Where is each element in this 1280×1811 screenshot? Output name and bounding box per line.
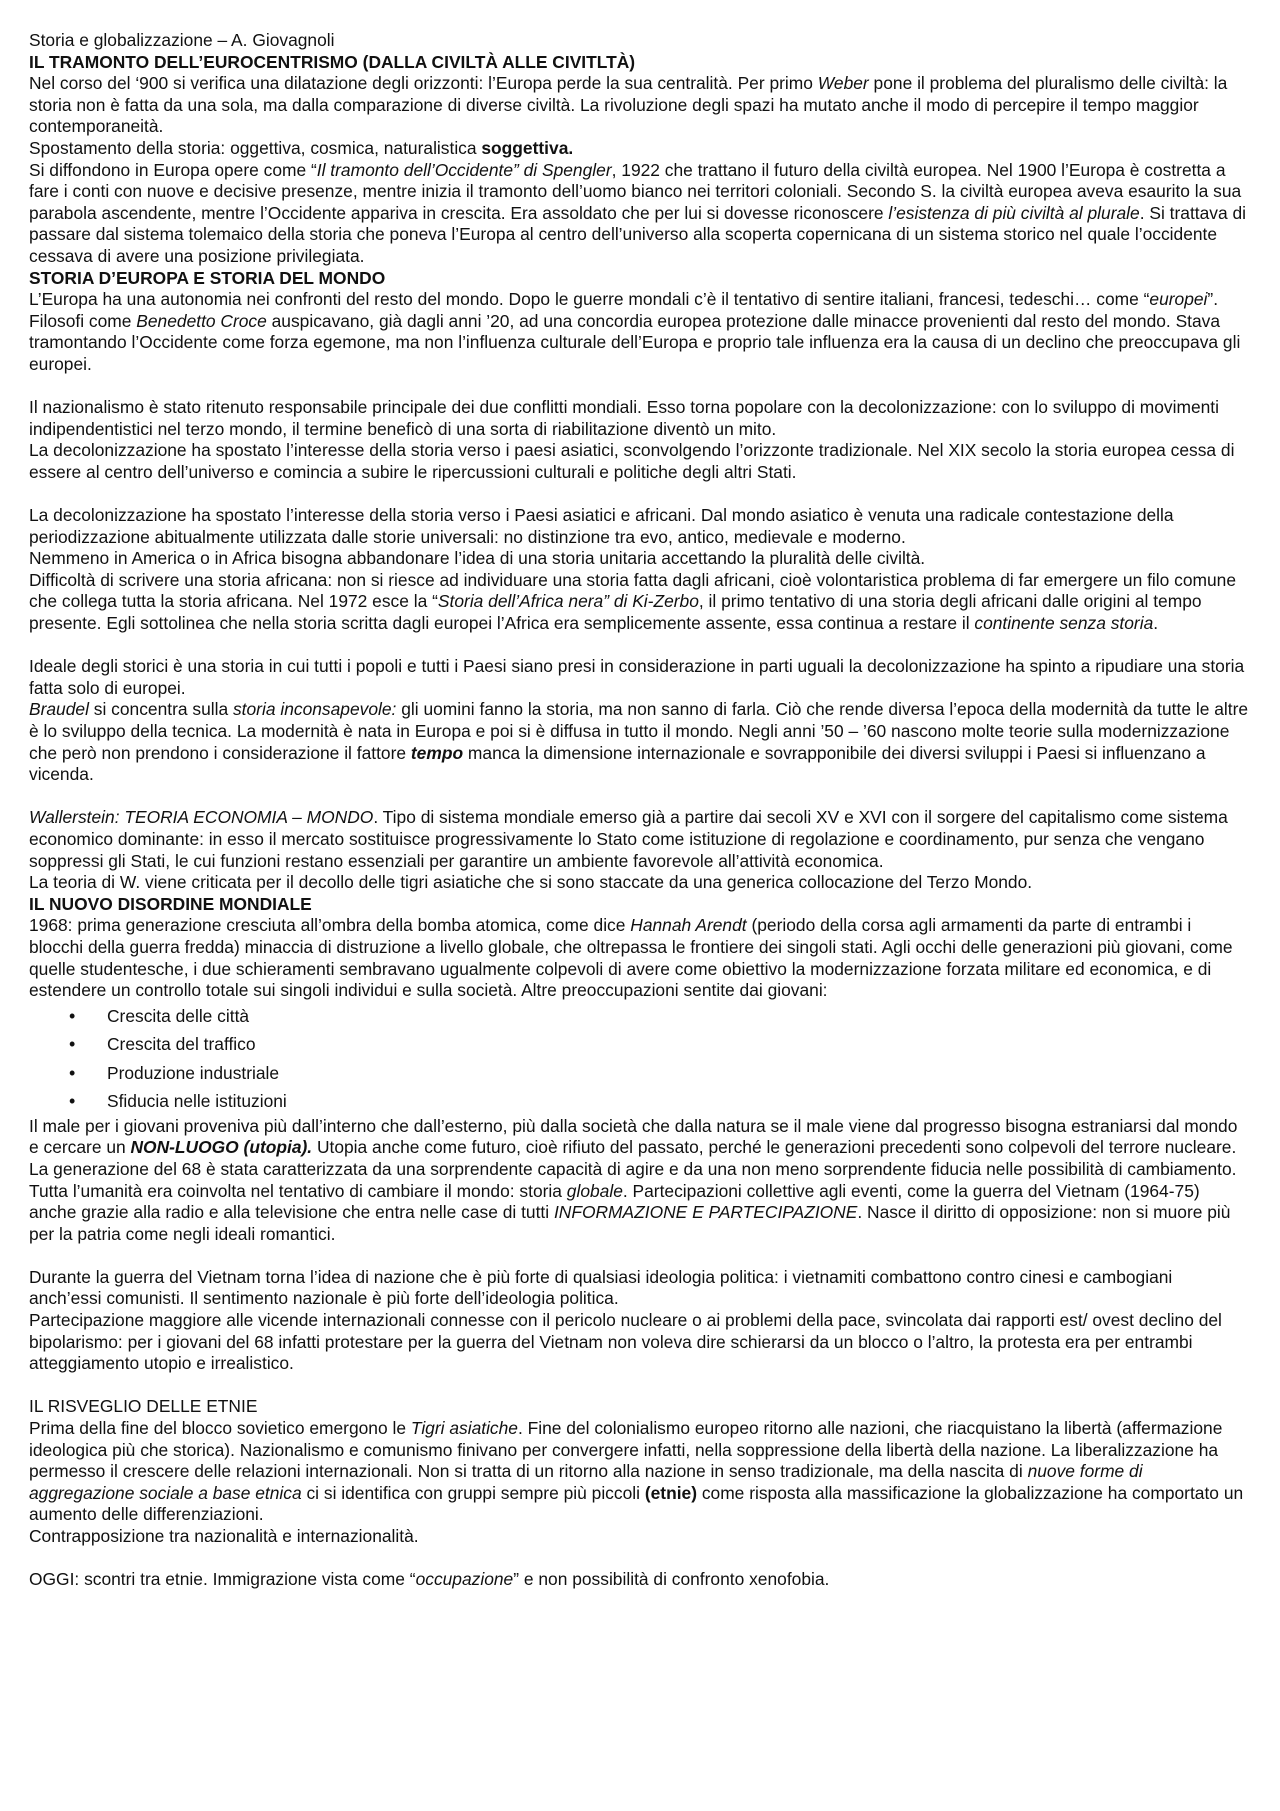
paragraph: Braudel si concentra sulla storia inconsapevole: gli uomini fanno la storia, ma non sanno di farla. Ciò che rende diversa l’epoca della modernità da tutte le altre è lo sviluppo della tecnica. La modernità è nata in Europa e poi si è diffusa in tutto il mondo. Negli anni ’50 – ’60 nascono molte teorie sulla modernizzazione che però non prendono i considerazione il fattore tempo manca la dimensione internazionale e sovrapponibile dei diversi sviluppi i Paesi si influenzano a vicenda. [29, 699, 1249, 785]
paragraph: Il nazionalismo è stato ritenuto responsabile principale dei due conflitti mondiali. Esso torna popolare con la decolonizzazione: con lo sviluppo di movimenti indipendentistici nel terzo mondo, il termine beneficò di una sorta di riabilitazione diventò un mito. [29, 397, 1220, 439]
bullet-icon: • [69, 1005, 76, 1026]
section-title-storia-europa: STORIA D’EUROPA E STORIA DEL MONDO [29, 267, 386, 288]
paragraph: Partecipazione maggiore alle vicende internazionali connesse con il pericolo nucleare o ai problemi della pace, svincolata dai rapporti est/ ovest declino del bipolarismo: per i giovani del 68 infatti protestare per la guerra del Vietnam non voleva dire schierarsi da un blocco o l’altro, la protesta era per entrambi atteggiamento utopio e irrealistico. [29, 1310, 1222, 1374]
list-item: • Sfiducia nelle istituzioni [29, 1087, 1249, 1116]
bullet-icon: • [69, 1062, 76, 1083]
list-item: • Crescita delle città [29, 1002, 1249, 1031]
blank-line [29, 1245, 1249, 1267]
paragraph: Wallerstein: TEORIA ECONOMIA – MONDO. Tipo di sistema mondiale emerso già a partire dai secoli XV e XVI con il sorgere del capitalismo come sistema economico dominante: in esso il mercato sostituisce progressivamente lo Stato come istituzione di regolazione e coordinamento, pur senza che vengano soppressi gli Stati, le cui funzioni restano essenziali per garantire un ambiente favorevole all’attività economica. [29, 807, 1228, 871]
paragraph: Si diffondono in Europa opere come “Il tramonto dell’Occidente” di Spengler, 1922 che trattano il futuro della civiltà europea. Nel 1900 l’Europa è costretta a fare i conti con nuove e decisive presenze, mentre inizia il tramonto dell’uomo bianco nei territori coloniali. Secondo S. la civiltà europea aveva esaurito la sua parabola ascendente, mentre l’Occidente appariva in crescita. Era assoldato che per lui si dovesse riconoscere l’esistenza di più civiltà al plurale. Si trattava di passare dal sistema tolemaico della storia che poneva l’Europa al centro dell’universo alla scoperta copernicana di un sistema storico nel quale l’occidente cessava di avere una posizione privilegiata. [29, 159, 1247, 266]
section-title-risveglio-etnie: IL RISVEGLIO DELLE ETNIE [29, 1396, 258, 1417]
blank-line [29, 635, 1249, 657]
paragraph: Spostamento della storia: oggettiva, cosmica, naturalistica soggettiva. [29, 137, 574, 158]
document-header: Storia e globalizzazione – A. Giovagnoli [29, 30, 335, 50]
list-item: • Crescita del traffico [29, 1030, 1249, 1059]
document-page [29, 30, 1249, 1591]
paragraph: La decolonizzazione ha spostato l’interesse della storia verso i Paesi asiatici e africani. Dal mondo asiatico è venuta una radicale contestazione della periodizzazione abitualmente utilizzata dalle storie universali: no distinzione tra evo, antico, medievale e moderno. [29, 505, 1174, 547]
paragraph: Il male per i giovani proveniva più dall’interno che dall’esterno, più dalla società che dalla natura se il male viene dal progresso bisogna estraniarsi dal mondo e cercare un NON-LUOGO (utopia). Utopia anche come futuro, cioè rifiuto del passato, perché le generazioni precedenti sono colpevoli del terrore nucleare. La generazione del 68 è stata caratterizzata da una sorprendente capacità di agire e da una non meno sorprendente fiducia nelle possibilità di cambiamento. [29, 1115, 1238, 1179]
paragraph: Nemmeno in America o in Africa bisogna abbandonare l’idea di una storia unitaria accettando la pluralità delle civiltà. [29, 548, 926, 569]
paragraph: L’Europa ha una autonomia nei confronti del resto del mondo. Dopo le guerre mondali c’è il tentativo di sentire italiani, francesi, tedeschi… come “europei”. Filosofi come Benedetto Croce auspicavano, già dagli anni ’20, ad una concordia europea protezione dalle minacce provenienti dal resto del mondo. Stava tramontando l’Occidente come forza egemone, ma non l’influenza culturale dell’Europa e proprio tale influenza era la causa di un declino che preoccupava gli europei. [29, 289, 1241, 374]
list-item: • Produzione industriale [29, 1059, 1249, 1088]
paragraph: Ideale degli storici è una storia in cui tutti i popoli e tutti i Paesi siano presi in considerazione in parti uguali la decolonizzazione ha spinto a ripudiare una storia fatta solo di europei. [29, 656, 1245, 698]
paragraph: Contrapposizione tra nazionalità e internazionalità. [29, 1526, 419, 1546]
bullet-icon: • [69, 1034, 76, 1055]
section-title-nuovo-disordine: IL NUOVO DISORDINE MONDIALE [29, 893, 312, 914]
blank-line [29, 483, 1249, 505]
blank-line [29, 376, 1249, 398]
bullet-icon: • [69, 1091, 76, 1112]
section-title-eurocentrismo: IL TRAMONTO DELL’EUROCENTRISMO (DALLA CIVILTÀ ALLE CIVITLTÀ) [29, 51, 636, 72]
paragraph: La teoria di W. viene criticata per il decollo delle tigri asiatiche che si sono staccate da una generica collocazione del Terzo Mondo. [29, 872, 1033, 893]
paragraph: Prima della fine del blocco sovietico emergono le Tigri asiatiche. Fine del colonialismo europeo ritorno alle nazioni, che riacquistano la libertà (affermazione ideologica più che storica). Nazionalismo e comunismo finivano per convergere infatti, nella soppressione della libertà della nazione. La liberalizzazione ha permesso il crescere delle relazioni internazionali. Non si tratta di un ritorno alla nazione in senso tradizionale, ma della nascita di nuove forme di aggregazione sociale a base etnica ci si identifica con gruppi sempre più piccoli (etnie) come risposta alla massificazione la globalizzazione ha comportato un aumento delle differenziazioni. [29, 1418, 1244, 1525]
paragraph: 1968: prima generazione cresciuta all’ombra della bomba atomica, come dice Hannah Arendt (periodo della corsa agli armamenti da parte di entrambi i blocchi della guerra fredda) minaccia di distruzione a livello globale, che oltrepassa le frontiere dei singoli stati. Agli occhi delle generazioni più giovani, come quelle studentesche, i due schieramenti sembravano ugualmente colpevoli di avere come obiettivo la modernizzazione forzata militare ed economica, e di estendere un controllo totale sui singoli individui e sulla società. Altre preoccupazioni sentite dai giovani: [29, 915, 1233, 1001]
paragraph: Durante la guerra del Vietnam torna l’idea di nazione che è più forte di qualsiasi ideologia politica: i vietnamiti combattono contro cinesi e cambogiani anch’essi comunisti. Il sentimento nazionale è più forte dell’ideologia politica. [29, 1266, 1173, 1309]
blank-line [29, 1375, 1249, 1397]
paragraph: OGGI: scontri tra etnie. Immigrazione vista come “occupazione” e non possibilità di confronto xenofobia. [29, 1569, 830, 1590]
paragraph: La decolonizzazione ha spostato l’interesse della storia verso i paesi asiatici, sconvolgendo l’orizzonte tradizionale. Nel XIX secolo la storia europea cessa di essere al centro dell’universo e comincia a subire le ripercussioni culturali e politiche degli altri Stati. [29, 440, 1235, 482]
paragraph: Nel corso del ‘900 si verifica una dilatazione degli orizzonti: l’Europa perde la sua centralità. Per primo Weber pone il problema del pluralismo delle civiltà: la storia non è fatta da una sola, ma dalla comparazione di diverse civiltà. La rivoluzione degli spazi ha mutato anche il modo di percepire il tempo maggior contemporaneità. [29, 73, 1228, 137]
paragraph: Difficoltà di scrivere una storia africana: non si riesce ad individuare una storia fatta dagli africani, cioè volontaristica problema di far emergere un filo comune che collega tutta la storia africana. Nel 1972 esce la “Storia dell’Africa nera” di Ki-Zerbo, il primo tentativo di una storia degli africani dalle origini al tempo presente. Egli sottolinea che nella storia scritta dagli europei l’Africa era semplicemente assente, essa continua a restare il continente senza storia. [29, 569, 1237, 634]
blank-line [29, 1548, 1249, 1570]
bullet-list [29, 1002, 1249, 1116]
blank-line [29, 786, 1249, 808]
paragraph: Tutta l’umanità era coinvolta nel tentativo di cambiare il mondo: storia globale. Partecipazioni collettive agli eventi, come la guerra del Vietnam (1964-75) anche grazie alla radio e alla televisione che entra nelle case di tutti INFORMAZIONE E PARTECIPAZIONE. Nasce il diritto di opposizione: non si muore più per la patria come negli ideali romantici. [29, 1180, 1231, 1244]
